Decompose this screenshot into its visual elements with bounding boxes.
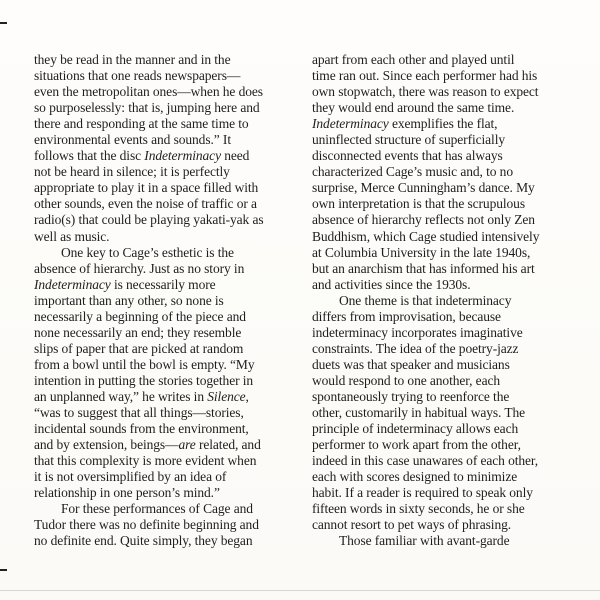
text-line: “was to suggest that all things—stories, — [34, 405, 244, 421]
text-line: environmental events and sounds.” It — [34, 132, 231, 148]
text-line: Indeterminacy exemplifies the flat, — [312, 116, 498, 132]
text-line: One theme is that indeterminacy — [339, 292, 512, 308]
text-line: Tudor there was no definite beginning and — [34, 517, 259, 533]
text-line: they be read in the manner and in the — [34, 52, 231, 67]
text-line: radio(s) that could be playing yakati-yak as — [34, 212, 264, 228]
page-edge-mark-top — [0, 22, 7, 24]
text-line: principle of indeterminacy allows each — [312, 421, 519, 437]
text-line: performer to work apart from the other, — [312, 437, 521, 453]
text-line: absence of hierarchy reflects not only Zen — [312, 212, 535, 228]
text-line: spontaneously trying to reenforce the — [312, 388, 510, 404]
text-line: habit. If a reader is required to speak only — [312, 485, 533, 501]
text-line: at Columbia University in the late 1940s, — [312, 244, 531, 260]
text-line: slips of paper that are picked at random — [34, 340, 244, 356]
page-bottom-edge — [0, 590, 600, 591]
text-line: Indeterminacy is necessarily more — [34, 276, 216, 292]
text-line: time ran out. Since each performer had his — [312, 68, 538, 84]
left-text-column — [34, 52, 284, 549]
text-line: none necessarily an end; they resemble — [34, 324, 242, 340]
page-edge-mark-bottom — [0, 569, 7, 571]
text-line: there and responding at the same time to — [34, 116, 249, 132]
text-line: duets was that speaker and musicians — [312, 356, 510, 372]
text-line: apart from each other and played until — [312, 52, 515, 67]
text-line: cannot resort to pet ways of phrasing. — [312, 517, 512, 533]
text-line: relationship in one person’s mind.” — [34, 485, 220, 501]
text-line: each with scores designed to minimize — [312, 469, 518, 485]
text-line: other sounds, even the noise of traffic or a — [34, 196, 257, 212]
text-line: but an anarchism that has informed his art — [312, 260, 535, 276]
text-line: appropriate to play it in a space filled with — [34, 180, 259, 196]
text-line: fifteen words in sixty seconds, he or she — [312, 501, 525, 517]
text-line: follows that the disc Indeterminacy need — [34, 148, 250, 164]
right-text-column — [312, 52, 570, 549]
text-line: For these performances of Cage and — [61, 501, 253, 517]
text-line: characterized Cage’s music and, to no — [312, 164, 513, 180]
text-line: own interpretation is that the scrupulous — [312, 196, 525, 212]
text-line: situations that one reads newspapers— — [34, 68, 241, 84]
text-line: and by extension, beings—are related, and — [34, 437, 261, 453]
text-line: necessarily a beginning of the piece and — [34, 308, 246, 324]
text-line: important than any other, so none is — [34, 292, 224, 308]
text-line: Those familiar with avant-garde — [339, 533, 510, 549]
text-line: they would end around the same time. — [312, 100, 515, 116]
text-line: differs from improvisation, because — [312, 308, 501, 324]
text-line: incidental sounds from the environment, — [34, 421, 249, 437]
text-line: own stopwatch, there was reason to expect — [312, 84, 539, 100]
text-line: even the metropolitan ones—when he does — [34, 84, 263, 100]
text-line: from a bowl until the bowl is empty. “My — [34, 356, 255, 372]
text-line: intention in putting the stories together in — [34, 372, 254, 388]
text-line: uninflected structure of superficially — [312, 132, 505, 148]
text-line: not be heard in silence; it is perfectly — [34, 164, 230, 180]
text-line: disconnected events that has always — [312, 148, 503, 164]
text-line: that this complexity is more evident when — [34, 453, 257, 469]
text-line: would respond to one another, each — [312, 372, 500, 388]
text-line: it is not oversimplified by an idea of — [34, 469, 227, 485]
text-line: and activities since the 1930s. — [312, 276, 471, 292]
text-line: absence of hierarchy. Just as no story in — [34, 260, 245, 276]
text-line: Buddhism, which Cage studied intensively — [312, 228, 540, 244]
text-line: so purposelessly: that is, jumping here and — [34, 100, 260, 116]
text-line: One key to Cage’s esthetic is the — [61, 244, 234, 260]
text-line: other, customarily in habitual ways. The — [312, 405, 526, 421]
text-line: an unplanned way,” he writes in Silence, — [34, 388, 249, 404]
text-line: indeed in this case unawares of each other, — [312, 453, 539, 469]
text-line: well as music. — [34, 228, 110, 244]
text-line: constraints. The idea of the poetry-jazz — [312, 340, 519, 356]
text-line: surprise, Merce Cunningham’s dance. My — [312, 180, 535, 196]
text-line: no definite end. Quite simply, they began — [34, 533, 253, 549]
text-line: indeterminacy incorporates imaginative — [312, 324, 523, 340]
